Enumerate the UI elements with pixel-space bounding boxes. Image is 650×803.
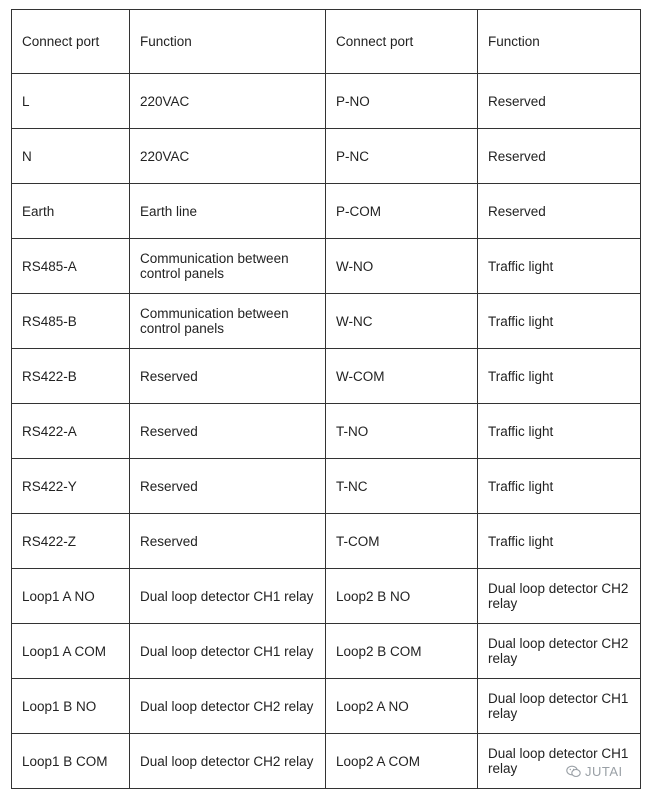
table-cell: RS422-A [12, 404, 130, 459]
table-cell: Reserved [478, 184, 641, 239]
table-cell: Reserved [130, 349, 326, 404]
table-cell: Reserved [478, 74, 641, 129]
header-connect-port: Connect port [326, 10, 478, 74]
table-cell: Loop1 B COM [12, 734, 130, 789]
table-cell: RS485-A [12, 239, 130, 294]
table-cell: Traffic light [478, 349, 641, 404]
table-cell: L [12, 74, 130, 129]
table-cell: Traffic light [478, 514, 641, 569]
table-cell: Loop2 A NO [326, 679, 478, 734]
watermark-text: JUTAI [585, 764, 623, 779]
table-cell: Dual loop detector CH2 relay [130, 734, 326, 789]
table-row [12, 679, 641, 734]
table-row [12, 569, 641, 624]
table-row [12, 734, 641, 789]
table-cell: P-NC [326, 129, 478, 184]
table-row [12, 184, 641, 239]
table-cell: Loop1 A COM [12, 624, 130, 679]
table-row [12, 459, 641, 514]
table-cell: RS422-Z [12, 514, 130, 569]
table-row [12, 349, 641, 404]
table-cell: Reserved [130, 404, 326, 459]
table-cell: 220VAC [130, 129, 326, 184]
table-cell: Loop1 A NO [12, 569, 130, 624]
header-function: Function [478, 10, 641, 74]
table-cell: Earth [12, 184, 130, 239]
table-cell: W-NC [326, 294, 478, 349]
table-cell: W-NO [326, 239, 478, 294]
table-cell: RS422-B [12, 349, 130, 404]
header-function: Function [130, 10, 326, 74]
table-cell: Loop2 A COM [326, 734, 478, 789]
table-header-row [12, 10, 641, 74]
table-cell: Reserved [130, 514, 326, 569]
table-row [12, 624, 641, 679]
header-connect-port: Connect port [12, 10, 130, 74]
table-cell: Traffic light [478, 239, 641, 294]
table-row [12, 239, 641, 294]
table-cell: Communication between control panels [130, 239, 326, 294]
table-row [12, 74, 641, 129]
table-cell: Dual loop detector CH1 relay [130, 624, 326, 679]
table-row [12, 514, 641, 569]
wechat-icon [566, 765, 581, 778]
table-cell: RS485-B [12, 294, 130, 349]
table-cell: Communication between control panels [130, 294, 326, 349]
connect-port-table [11, 9, 641, 789]
table-row [12, 404, 641, 459]
table-cell: W-COM [326, 349, 478, 404]
table-cell: Dual loop detector CH1 relay [130, 569, 326, 624]
table-cell: Dual loop detector CH1 relay [478, 679, 641, 734]
table-cell: Traffic light [478, 404, 641, 459]
table-cell: Traffic light [478, 294, 641, 349]
table-cell: P-COM [326, 184, 478, 239]
table-cell: Earth line [130, 184, 326, 239]
table-cell: Loop2 B COM [326, 624, 478, 679]
table-cell: Reserved [478, 129, 641, 184]
table-cell: T-COM [326, 514, 478, 569]
watermark [566, 764, 623, 779]
table-row [12, 129, 641, 184]
table-cell: Dual loop detector CH2 relay [478, 624, 641, 679]
table-cell: Dual loop detector CH2 relay [130, 679, 326, 734]
table-cell: 220VAC [130, 74, 326, 129]
table-cell: N [12, 129, 130, 184]
table-cell: Traffic light [478, 459, 641, 514]
table-cell: T-NO [326, 404, 478, 459]
table-cell: Loop1 B NO [12, 679, 130, 734]
table-row [12, 294, 641, 349]
table-cell: T-NC [326, 459, 478, 514]
table-cell: Dual loop detector CH1 relay [478, 734, 641, 789]
table-cell: Dual loop detector CH2 relay [478, 569, 641, 624]
table-cell: RS422-Y [12, 459, 130, 514]
table-cell: Loop2 B NO [326, 569, 478, 624]
table-cell: Reserved [130, 459, 326, 514]
table-cell: P-NO [326, 74, 478, 129]
